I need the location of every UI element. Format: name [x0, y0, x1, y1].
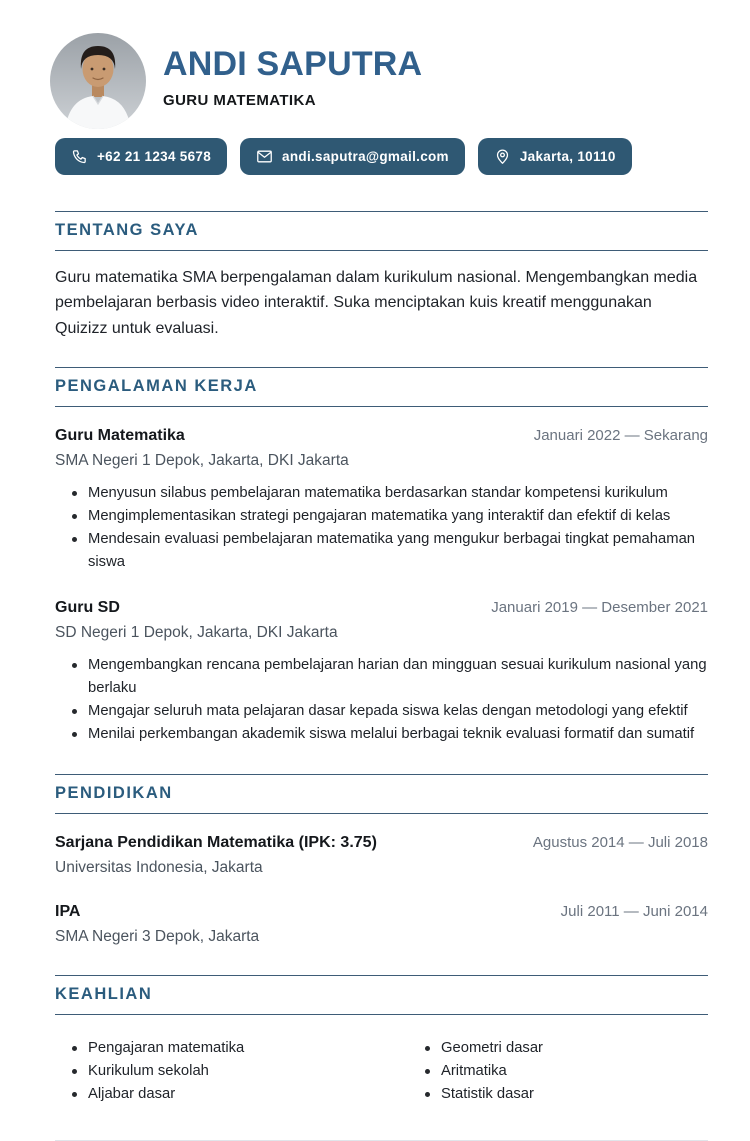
school-name: Universitas Indonesia, Jakarta: [55, 858, 263, 876]
degree-title: IPA: [55, 902, 81, 920]
section-experience: [55, 367, 708, 746]
job-entry: [55, 427, 708, 574]
section-skills: [55, 975, 708, 1106]
job-title: Guru Matematika: [55, 426, 185, 444]
skill-item: Statistik dasar: [408, 1083, 708, 1106]
experience-heading: PENGALAMAN KERJA: [55, 367, 708, 407]
job-bullet-list: [55, 654, 708, 746]
job-title-row: [55, 599, 708, 617]
email-button[interactable]: [240, 138, 465, 175]
about-text: Guru matematika SMA berpengalaman dalam kurikulum nasional. Mengembangkan media pembelajaran berbasis video interaktif. Suka menciptakan kuis kreatif menggunakan Quizizz untuk evaluasi.: [55, 269, 698, 337]
job-bullet: Menyusun silabus pembelajaran matematika berdasarkan standar kompetensi kurikulum: [55, 482, 708, 505]
header-text: [146, 33, 422, 109]
job-bullet: Mengimplementasikan strategi pengajaran matematika yang interaktif dan efektif di kelas: [55, 505, 708, 528]
person-name: ANDI SAPUTRA: [163, 45, 423, 83]
job-title: Guru SD: [55, 598, 120, 616]
skills-heading: KEAHLIAN: [55, 975, 708, 1015]
phone-icon: [71, 148, 88, 165]
resume-header: [55, 33, 708, 129]
job-bullet-list: [55, 482, 708, 574]
section-education: [55, 774, 708, 946]
section-about: [55, 211, 708, 341]
phone-number: +62 21 1234 5678: [97, 149, 212, 164]
skill-item: Aljabar dasar: [55, 1083, 408, 1106]
email-address: andi.saputra@gmail.com: [282, 149, 449, 164]
job-bullet: Mendesain evaluasi pembelajaran matematika yang mengukur berbagai tingkat pemahaman siswa: [55, 528, 708, 574]
job-entry: [55, 599, 708, 746]
job-bullet: Menilai perkembangan akademik siswa melalui berbagai teknik evaluasi formatif dan sumatif: [55, 723, 708, 746]
education-entry: [55, 903, 708, 946]
skill-item: Aritmatika: [408, 1060, 708, 1083]
education-dates: Juli 2011 — Juni 2014: [560, 902, 708, 920]
education-title-row: [55, 903, 708, 921]
school-name: SMA Negeri 3 Depok, Jakarta: [55, 927, 260, 945]
degree-title: Sarjana Pendidikan Matematika (IPK: 3.75): [55, 833, 377, 851]
education-entry: [55, 834, 708, 877]
skills-list-left: [55, 1037, 408, 1106]
email-icon: [256, 148, 273, 165]
phone-button[interactable]: [55, 138, 227, 175]
skill-item: Geometri dasar: [408, 1037, 708, 1060]
job-company: SD Negeri 1 Depok, Jakarta, DKI Jakarta: [55, 623, 338, 641]
profile-photo-image: [50, 33, 146, 129]
location-pin-icon: [494, 148, 511, 165]
contact-row: [55, 138, 708, 175]
education-dates: Agustus 2014 — Juli 2018: [532, 833, 708, 851]
job-company: SMA Negeri 1 Depok, Jakarta, DKI Jakarta: [55, 451, 349, 469]
job-title-row: [55, 427, 708, 445]
skills-columns: [55, 1037, 708, 1106]
education-title-row: [55, 834, 708, 852]
job-dates: Januari 2022 — Sekarang: [533, 426, 708, 444]
profile-photo: [50, 33, 146, 129]
person-role: GURU MATEMATIKA: [163, 92, 316, 109]
skill-item: Pengajaran matematika: [55, 1037, 408, 1060]
skills-list-right: [408, 1037, 708, 1106]
location-button[interactable]: [478, 138, 632, 175]
location-text: Jakarta, 10110: [519, 149, 616, 164]
job-bullet: Mengembangkan rencana pembelajaran harian dan mingguan sesuai kurikulum nasional yang berlaku: [55, 654, 708, 700]
job-dates: Januari 2019 — Desember 2021: [491, 598, 708, 616]
skill-item: Kurikulum sekolah: [55, 1060, 408, 1083]
about-heading: TENTANG SAYA: [55, 211, 708, 251]
education-heading: PENDIDIKAN: [55, 774, 708, 814]
job-bullet: Mengajar seluruh mata pelajaran dasar kepada siswa kelas dengan metodologi yang efektif: [55, 700, 708, 723]
